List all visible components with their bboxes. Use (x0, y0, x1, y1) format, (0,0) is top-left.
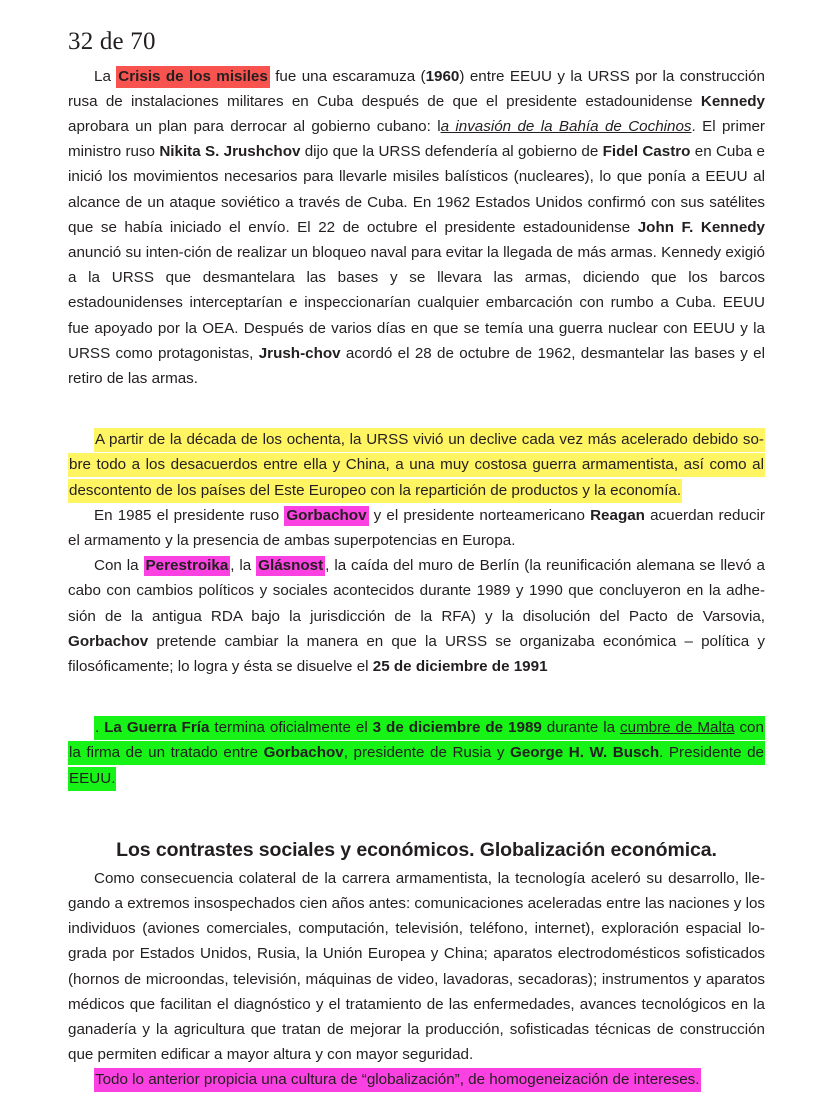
highlight-perestroika: Perestroika (145, 557, 229, 575)
paragraph-fin-guerra-fria (68, 715, 765, 791)
bold-fidel-castro: Fidel Castro (602, 143, 691, 161)
bold-25-diciembre-1991: 25 de diciembre de 1991 (372, 657, 548, 675)
text-segment: fue una escaramuza ( (269, 67, 426, 85)
bold-year-1960: 1960 (425, 67, 460, 85)
text-segment: . El primer ministro ruso (68, 117, 765, 161)
text-segment: , la caída del muro de Berlín (la reunificación alemana se llevó a cabo con cambios políticos y sociales acontecidos durante 1989 y 1990 que concluyeron en la adhe-sión de la antigua RDA bajo la jurisdicción de la RFA) y la disolución del Pacto de Varsovia, (68, 557, 765, 625)
page-number: 32 de 70 (68, 28, 156, 55)
bold-john-f-kennedy: John F. Kennedy (637, 218, 765, 236)
text-segment: ) entre EEUU y la URSS por la construcción rusa de instalaciones militares en Cuba después de que el presidente estadounidense (68, 67, 765, 110)
underline-cumbre-de-malta: cumbre de Malta (619, 719, 735, 737)
highlight-glasnost: Glásnost (258, 557, 324, 575)
paragraph-perestroika-glasnost (68, 553, 765, 679)
section-spacer (68, 791, 765, 835)
text-segment: dijo que la URSS defendería al gobierno de (300, 143, 603, 161)
text-segment: en Cuba e inició los movimientos necesarios para llevarle misiles balísticos (nucleares), lo que ponía a EEUU al alcance de un ataque soviético a través de Cuba. En 1962 Estados Unidos confirmó con sus satélites que se había iniciado el envío. El 22 de octubre el presidente estadounidense (68, 143, 766, 236)
text-segment: La (94, 67, 117, 85)
section-heading-contrastes: Los contrastes sociales y económicos. Globalización económica. (116, 838, 717, 861)
text-segment: acordó el 28 de octubre de 1962, desmantelar las bases y el retiro de las armas. (68, 344, 765, 387)
text-segment: pretende cambiar la manera en que la URSS se organizaba económica – política y filosóficamente; lo logra y ésta se disuelve el (68, 632, 765, 675)
bold-gorbachov-2: Gorbachov (68, 632, 149, 650)
paragraph-spacer (68, 391, 765, 427)
bold-george-hw-busch: George H. W. Busch (510, 744, 660, 762)
text-segment: anunció su inten-ción de realizar un bloqueo naval para evitar la llegada de más armas. Kennedy exigió a la URSS que desmantelara las bases y se llevara las armas, diciendo que los barcos estadounidenses interceptarían e inspeccionarían cualquier embarcación con rumbo a Cuba. EEUU fue apoyado por la OEA. Después de varios días en que se temía una guerra nuclear con EEUU y la URSS como protagonistas, (68, 243, 765, 362)
highlight-gorbachov: Gorbachov (286, 506, 367, 524)
highlight-block-yellow: A partir de la década de los ochenta, la URSS vivió un declive cada vez más acelerado debido so-bre todo a los desacuerdos entre ella y China, a una muy costosa guerra armamentista, así como al descontento de los países del Este Europeo con la repartición de productos y la economía. (68, 428, 765, 502)
bold-jrushchov: Jrush-chov (258, 344, 341, 362)
paragraph-tecnologia: Como consecuencia colateral de la carrera armamentista, la tecnología aceleró su desarrollo, lle-gando a extremos insospechados cien años antes: comunicaciones aceleradas entre las naciones y los individuos (aviones comerciales, computación, televisión, teléfono, internet), exploración espacial lo-grada por Estados Unidos, Rusia, la Unión Europea y China; aparatos electrodomésticos sofisticados (hornos de microondas, televisión, máquinas de video, lavadoras, secadoras); instrumentos y aparatos médicos que facilitan el diagnóstico y el tratamiento de las enfermedades, avances tecnológicos en la ganadería y la agricultura que tratan de mejorar la producción, sofisticadas técnicas de construcción que permiten edificar a mayor altura y con mayor seguridad. (68, 869, 765, 1064)
highlight-block-green (68, 716, 765, 790)
text-segment: aprobara un plan para derrocar al gobierno cubano: l (68, 117, 441, 135)
bold-gorbachov-3: Gorbachov (263, 744, 344, 762)
text-segment: . (95, 719, 105, 737)
text-segment: , presidente de Rusia y (343, 744, 510, 762)
bold-reagan: Reagan (590, 506, 645, 524)
text-segment: durante la (541, 719, 620, 737)
highlight-block-magenta: Todo lo anterior propicia una cultura de “globalización”, de homogeneización de intereses. (94, 1068, 701, 1092)
text-segment: En 1985 el presidente ruso (94, 506, 285, 524)
text-segment: Con la (94, 557, 144, 575)
text-segment: acuerdan reducir el armamento y la presencia de ambas superpotencias en Europa. (68, 506, 765, 549)
paragraph-missile-crisis (68, 64, 765, 392)
bold-3-diciembre-1989: 3 de diciembre de 1989 (372, 719, 542, 737)
text-segment: y el presidente norteamericano (368, 506, 591, 524)
text-segment: termina oficialmente el (209, 719, 373, 737)
paragraph-globalizacion (68, 1067, 765, 1092)
paragraph-gorbachov-reagan (68, 503, 765, 553)
text-segment: , la (230, 557, 257, 575)
paragraph-spacer (68, 679, 765, 715)
highlight-crisis-de-los-misiles: Crisis de los misiles (116, 66, 270, 88)
text-segment: . Presidente de EEUU. (69, 744, 764, 787)
bold-la-guerra-fria: La Guerra Fría (104, 719, 210, 737)
italic-underline-bahia-de-cochinos: a invasión de la Bahía de Cochinos (440, 117, 692, 135)
bold-nikita-jrushchov: Nikita S. Jrushchov (159, 143, 301, 161)
paragraph-urss-decline (68, 427, 765, 503)
text-segment: con la firma de un tratado entre (69, 719, 764, 762)
bold-kennedy: Kennedy (700, 92, 765, 110)
